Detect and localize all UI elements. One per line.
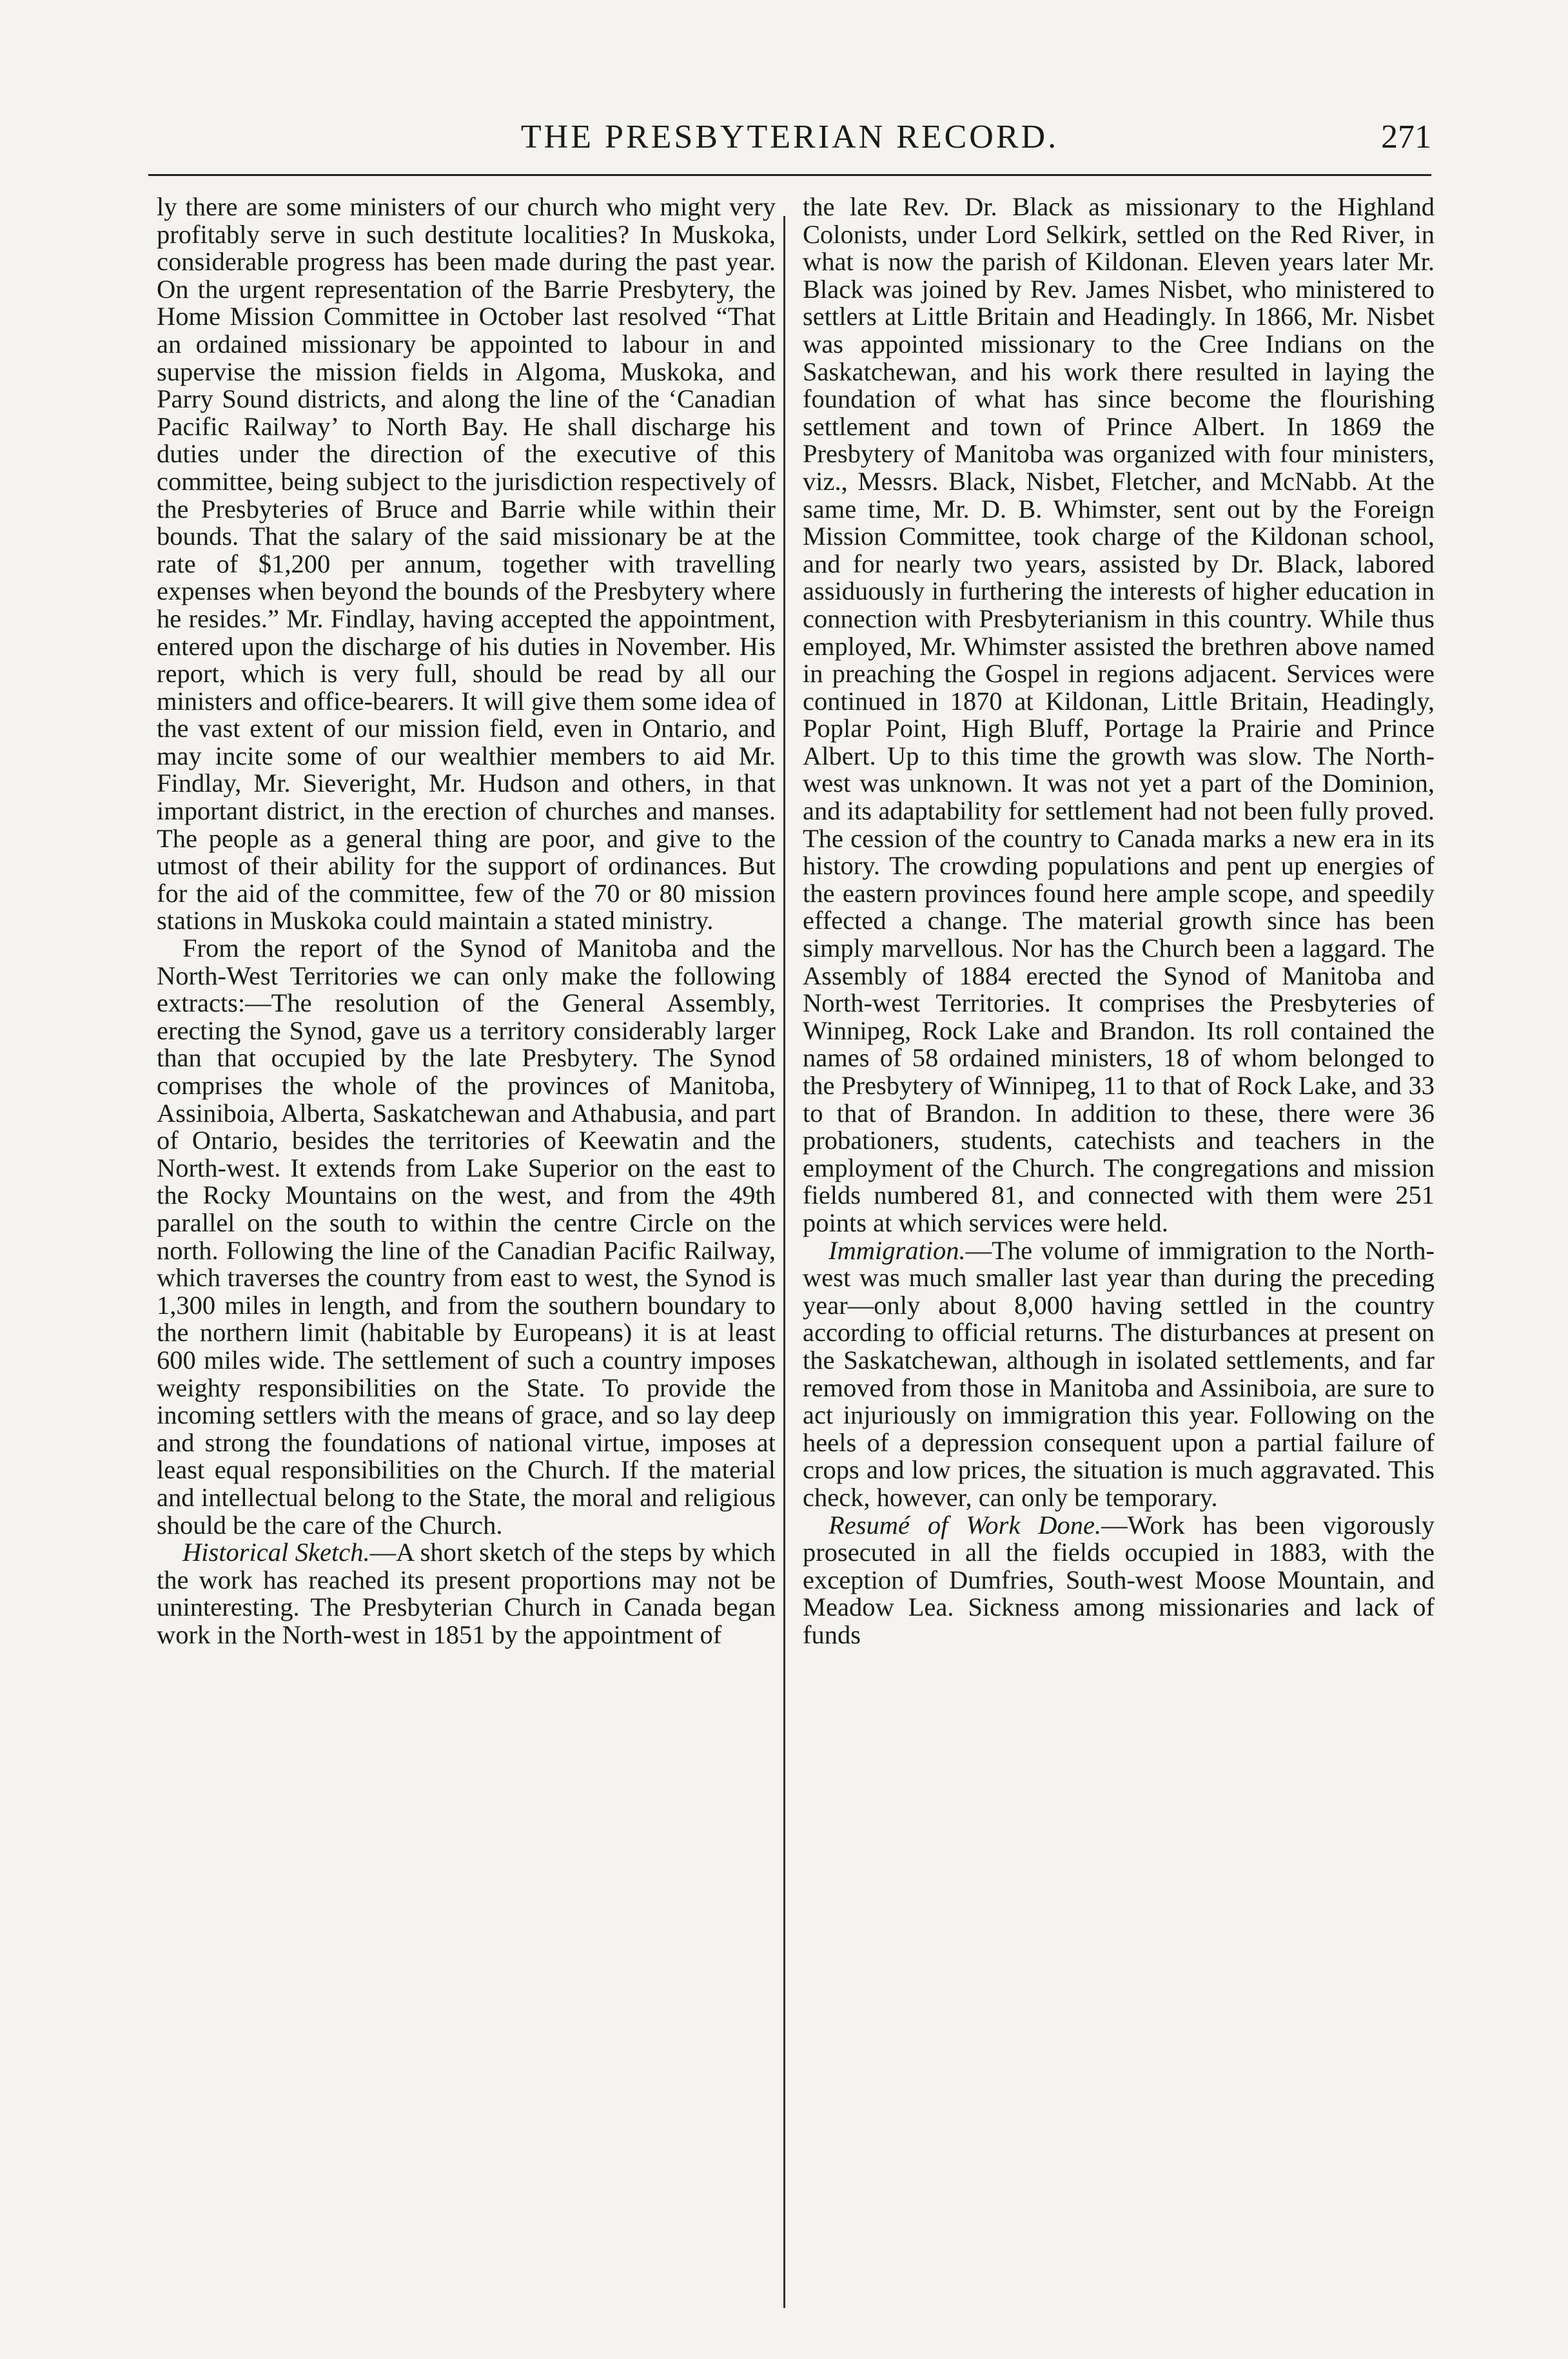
right-paragraph-1: the late Rev. Dr. Black as missionary to the Highland Colonists, under Lord Selkirk, settled on the Red River, in what is now the parish of Kildonan. Eleven years later Mr. Black was joined by Rev. James Nisbet, who ministered to settlers at Little Britain and Headingly. In 1866, Mr. Nisbet was appointed missionary to the Cree Indians on the Saskatchewan, and his work there resulted in laying the foundation of what has since become the flourishing settlement and town of Prince Albert. In 1869 the Presbytery of Manitoba was organized with four ministers, viz., Messrs. Black, Nisbet, Fletcher, and McNabb. At the same time, Mr. D. B. Whimster, sent out by the Foreign Mission Committee, took charge of the Kildonan school, and for nearly two years, assisted by Dr. Black, labored assiduously in furthering the interests of higher education in connection with Presbyterianism in this country. While thus employed, Mr. Whimster assisted the brethren above named in preaching the Gospel in regions adjacent. Services were continued in 1870 at Kildonan, Little Britain, Headingly, Poplar Point, High Bluff, Portage la Prairie and Prince Albert. Up to this time the growth was slow. The North-west was unknown. It was not yet a part of the Dominion, and its adaptability for settlement had not been fully proved. The cession of the country to Canada marks a new era in its history. The crowding populations and pent up energies of the eastern provinces found here ample scope, and speedily effected a change. The material growth since has been simply marvellous. Nor has the Church been a laggard. The Assembly of 1884 erected the Synod of Manitoba and North-west Territories. It comprises the Presbyteries of Winnipeg, Rock Lake and Brandon. Its roll contained the names of 58 ordained ministers, 18 of whom belonged to the Presbytery of Winnipeg, 11 to that of Rock Lake, and 33 to that of Brandon. In addition to these, there were 36 probationers, students, catechists and teachers in the employment of the Church. The congregations and mission fields numbered 81, and connected with them were 251 points at which services were held. — [803, 192, 1435, 1237]
right-paragraph-3 — [803, 1512, 1435, 1649]
historical-sketch-heading: Historical Sketch. — [182, 1538, 370, 1567]
right-paragraph-2 — [803, 1237, 1435, 1512]
left-column — [157, 193, 776, 1649]
running-title: THE PRESBYTERIAN RECORD. — [520, 119, 1059, 155]
left-paragraph-1: ly there are some ministers of our church who might very profitably serve in such destitute localities? In Muskoka, considerable progress has been made during the past year. On the urgent representation of the Barrie Presbytery, the Home Mission Committee in October last resolved “That an ordained missionary be appointed to labour in and supervise the mission fields in Algoma, Muskoka, and Parry Sound districts, and along the line of the ‘Canadian Pacific Railway’ to North Bay. He shall discharge his duties under the direction of the executive of this committee, being subject to the jurisdiction respectively of the Presbyteries of Bruce and Barrie while within their bounds. That the salary of the said missionary be at the rate of $1,200 per annum, together with travelling expenses when beyond the bounds of the Presbytery where he resides.” Mr. Findlay, having accepted the appointment, entered upon the discharge of his duties in November. His report, which is very full, should be read by all our ministers and office-bearers. It will give them some idea of the vast extent of our mission field, even in Ontario, and may incite some of our wealthier members to aid Mr. Findlay, Mr. Sieveright, Mr. Hudson and others, in that important district, in the erection of churches and manses. The people as a general thing are poor, and give to the utmost of their ability for the support of ordinances. But for the aid of the committee, few of the 70 or 80 mission stations in Muskoka could maintain a stated ministry. — [157, 192, 776, 935]
column-divider — [783, 216, 785, 2308]
left-paragraph-3 — [157, 1539, 776, 1649]
immigration-body: —The volume of immigration to the North-west was much smaller last year than during the preceding year—only about 8,000 having settled in the country according to official returns. The disturbances at present on the Saskatchewan, although in isolated settlements, and far removed from those in Manitoba and Assiniboia, are sure to act injuriously on immigration this year. Following on the heels of a depression consequent upon a partial failure of crops and low prices, the situation is much aggravated. This check, however, can only be temporary. — [803, 1235, 1435, 1512]
page-number: 271 — [1381, 119, 1431, 155]
resume-heading: Resumé of Work Done. — [828, 1510, 1102, 1540]
page-header — [148, 115, 1431, 173]
left-paragraph-2: From the report of the Synod of Manitoba and the North-West Territories we can only make the following extracts:—The resolution of the General Assembly, erecting the Synod, gave us a territory considerably larger than that occupied by the late Presbytery. The Synod comprises the whole of the provinces of Manitoba, Assiniboia, Alberta, Saskatchewan and Athabusia, and part of Ontario, besides the territories of Keewatin and the North-west. It extends from Lake Superior on the east to the Rocky Mountains on the west, and from the 49th parallel on the south to within the centre Circle on the north. Following the line of the Canadian Pacific Railway, which traverses the country from east to west, the Synod is 1,300 miles in length, and from the southern boundary to the northern limit (habitable by Europeans) it is at least 600 miles wide. The settlement of such a country imposes weighty responsibilities on the State. To provide the incoming settlers with the means of grace, and so lay deep and strong the foundations of national virtue, imposes at least equal responsibilities on the Church. If the material and intellectual belong to the State, the moral and religious should be the care of the Church. — [157, 934, 776, 1540]
immigration-heading: Immigration. — [828, 1235, 966, 1265]
header-rule — [148, 174, 1431, 176]
historical-sketch-body: —A short sketch of the steps by which the work has reached its present proportions may not be uninteresting. The Presbyterian Church in Canada began work in the North-west in 1851 by the appointment of — [157, 1538, 776, 1649]
right-column — [803, 193, 1435, 1649]
resume-body: —Work has been vigorously prosecuted in all the fields occupied in 1883, with the exception of Dumfries, South-west Moose Mountain, and Meadow Lea. Sickness among missionaries and lack of funds — [803, 1510, 1435, 1649]
